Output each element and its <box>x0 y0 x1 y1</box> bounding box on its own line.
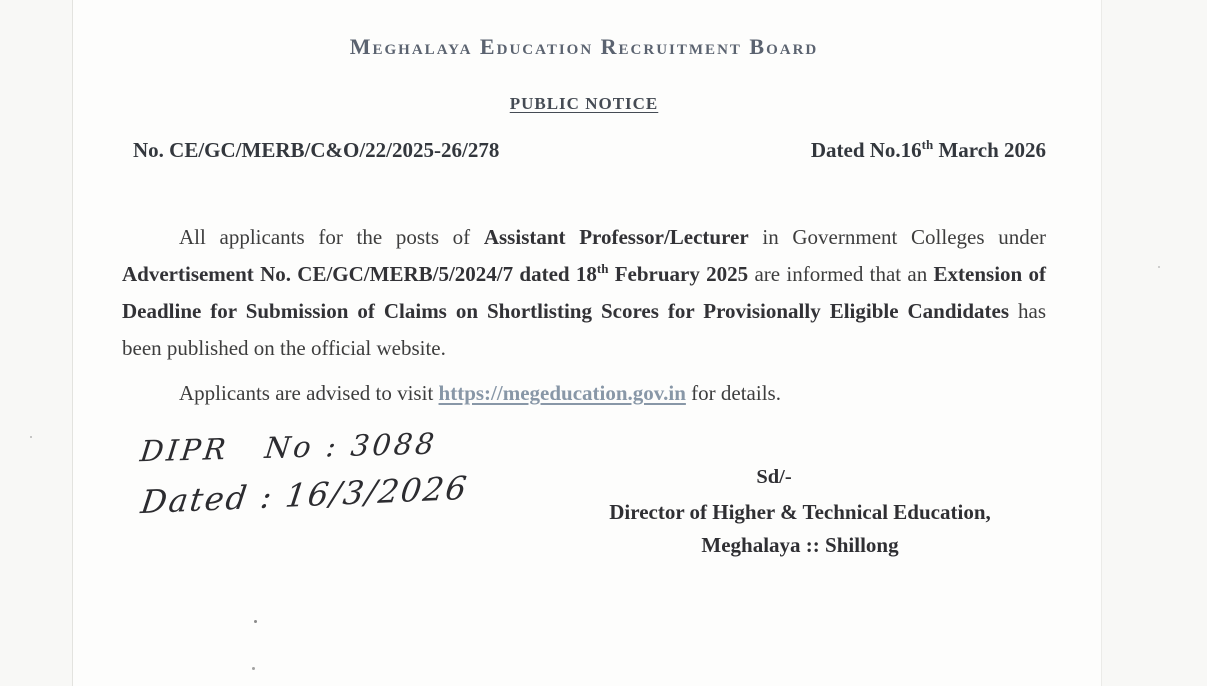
body-bold-advertisement: Advertisement No. CE/GC/MERB/5/2024/7 dated 18 <box>122 262 597 286</box>
reference-row <box>133 138 1046 163</box>
body-seg-1: All applicants for the posts of <box>179 225 484 249</box>
advisory-paragraph <box>122 381 1046 406</box>
advisory-seg-before: Applicants are advised to visit <box>179 381 439 405</box>
body-bold-advertisement-date: February 2025 <box>608 262 749 286</box>
website-link[interactable]: https://megeducation.gov.in <box>438 381 686 405</box>
scan-speck <box>252 667 255 670</box>
signature-location: Meghalaya :: Shillong <box>701 533 899 557</box>
handwritten-date: Dated : 16/3/2026 <box>138 468 471 522</box>
body-seg-3: are informed that an <box>748 262 934 286</box>
date-line <box>811 138 1046 163</box>
notice-body-paragraph <box>122 219 1046 367</box>
body-seg-2: in Government Colleges under <box>748 225 1047 249</box>
body-bold-extension: Extension of Deadline for Submission of Claims on Shortlisting Scores for Provisionally Eligible Candidates <box>122 262 1046 323</box>
signature-sd: Sd/- <box>756 466 792 488</box>
handwritten-dipr-number: DIPR No : 3088 <box>138 426 439 469</box>
board-title: Meghalaya Education Recruitment Board <box>349 34 819 59</box>
body-bold-advertisement-sup: th <box>596 261 609 276</box>
signature-designation: Director of Higher & Technical Education, <box>609 500 991 524</box>
date-prefix: Dated No.16 <box>810 138 922 162</box>
body-bold-posts: Assistant Professor/Lecturer <box>483 225 749 249</box>
scan-speck <box>254 620 257 623</box>
scan-speck <box>30 436 32 438</box>
public-notice-title: PUBLIC NOTICE <box>509 94 659 113</box>
date-suffix: March 2026 <box>933 138 1046 162</box>
advisory-seg-after: for details. <box>685 381 781 405</box>
reference-number: No. CE/GC/MERB/C&O/22/2025-26/278 <box>133 138 500 162</box>
signature-block <box>565 466 1035 558</box>
body-seg-4: has been published on the official website. <box>122 299 1046 360</box>
handwritten-annotation <box>138 426 471 522</box>
date-superscript: th <box>921 137 934 152</box>
scan-speck <box>1158 266 1160 268</box>
